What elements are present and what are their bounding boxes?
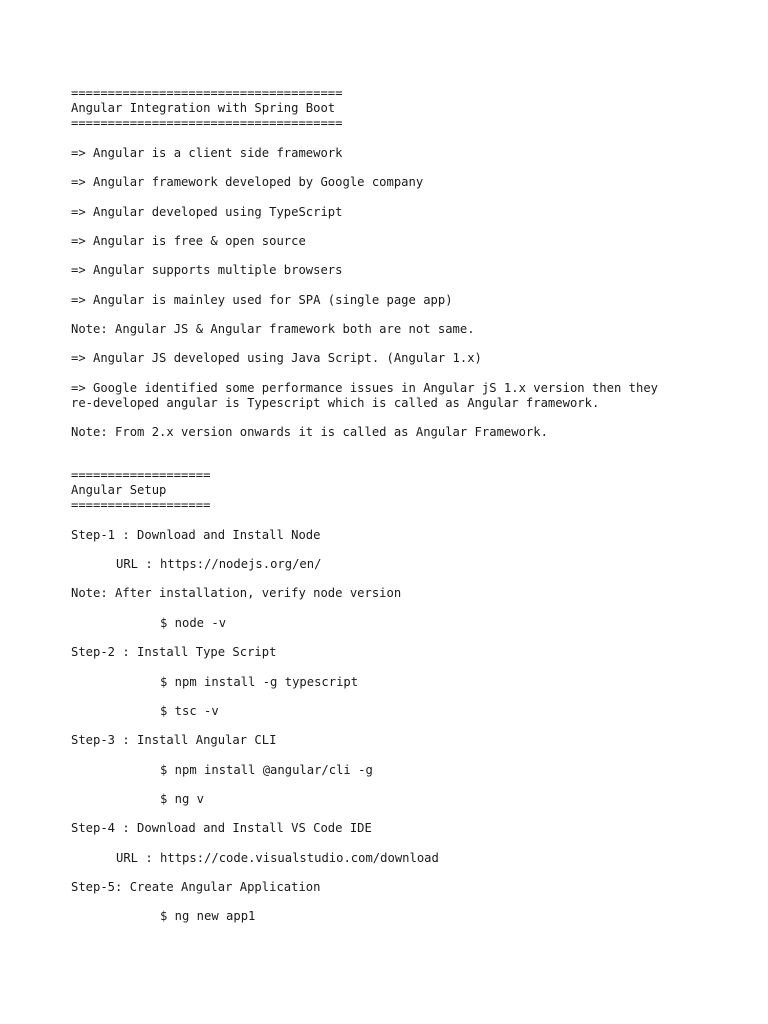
section1-rule-top: ===================================== — [71, 86, 343, 100]
step-line: Step-1 : Download and Install Node — [71, 528, 321, 542]
text-line: => Google identified some performance issues in Angular jS 1.x version then they — [71, 381, 658, 395]
command-line: $ tsc -v — [160, 704, 219, 718]
command-line: $ npm install -g typescript — [160, 675, 359, 689]
text-line: => Angular is mainley used for SPA (single page app) — [71, 293, 453, 307]
section2-rule-top: =================== — [71, 468, 211, 482]
section1-rule-bottom: ===================================== — [71, 116, 343, 130]
text-line: => Angular developed using TypeScript — [71, 205, 343, 219]
command-line: $ npm install @angular/cli -g — [160, 763, 373, 777]
step-line: Step-5: Create Angular Application — [71, 880, 321, 894]
text-line: re-developed angular is Typescript which is called as Angular framework. — [71, 396, 600, 410]
command-line: $ ng new app1 — [160, 909, 256, 923]
section1-title: Angular Integration with Spring Boot — [71, 101, 336, 115]
section2-title: Angular Setup — [71, 483, 167, 497]
text-line: => Angular supports multiple browsers — [71, 263, 343, 277]
note-line: Note: From 2.x version onwards it is called as Angular Framework. — [71, 425, 548, 439]
text-line: => Angular is a client side framework — [71, 146, 343, 160]
url-line: URL : https://nodejs.org/en/ — [116, 557, 322, 571]
step-line: Step-3 : Install Angular CLI — [71, 733, 277, 747]
command-line: $ node -v — [160, 616, 227, 630]
note-line: Note: After installation, verify node version — [71, 586, 402, 600]
step-line: Step-4 : Download and Install VS Code IDE — [71, 821, 372, 835]
step-line: Step-2 : Install Type Script — [71, 645, 277, 659]
section2-rule-bottom: =================== — [71, 498, 211, 512]
command-line: $ ng v — [160, 792, 205, 806]
url-line: URL : https://code.visualstudio.com/download — [116, 851, 439, 865]
text-line: => Angular JS developed using Java Script. (Angular 1.x) — [71, 351, 482, 365]
text-line: => Angular is free & open source — [71, 234, 306, 248]
text-line: => Angular framework developed by Google company — [71, 175, 424, 189]
note-line: Note: Angular JS & Angular framework both are not same. — [71, 322, 475, 336]
